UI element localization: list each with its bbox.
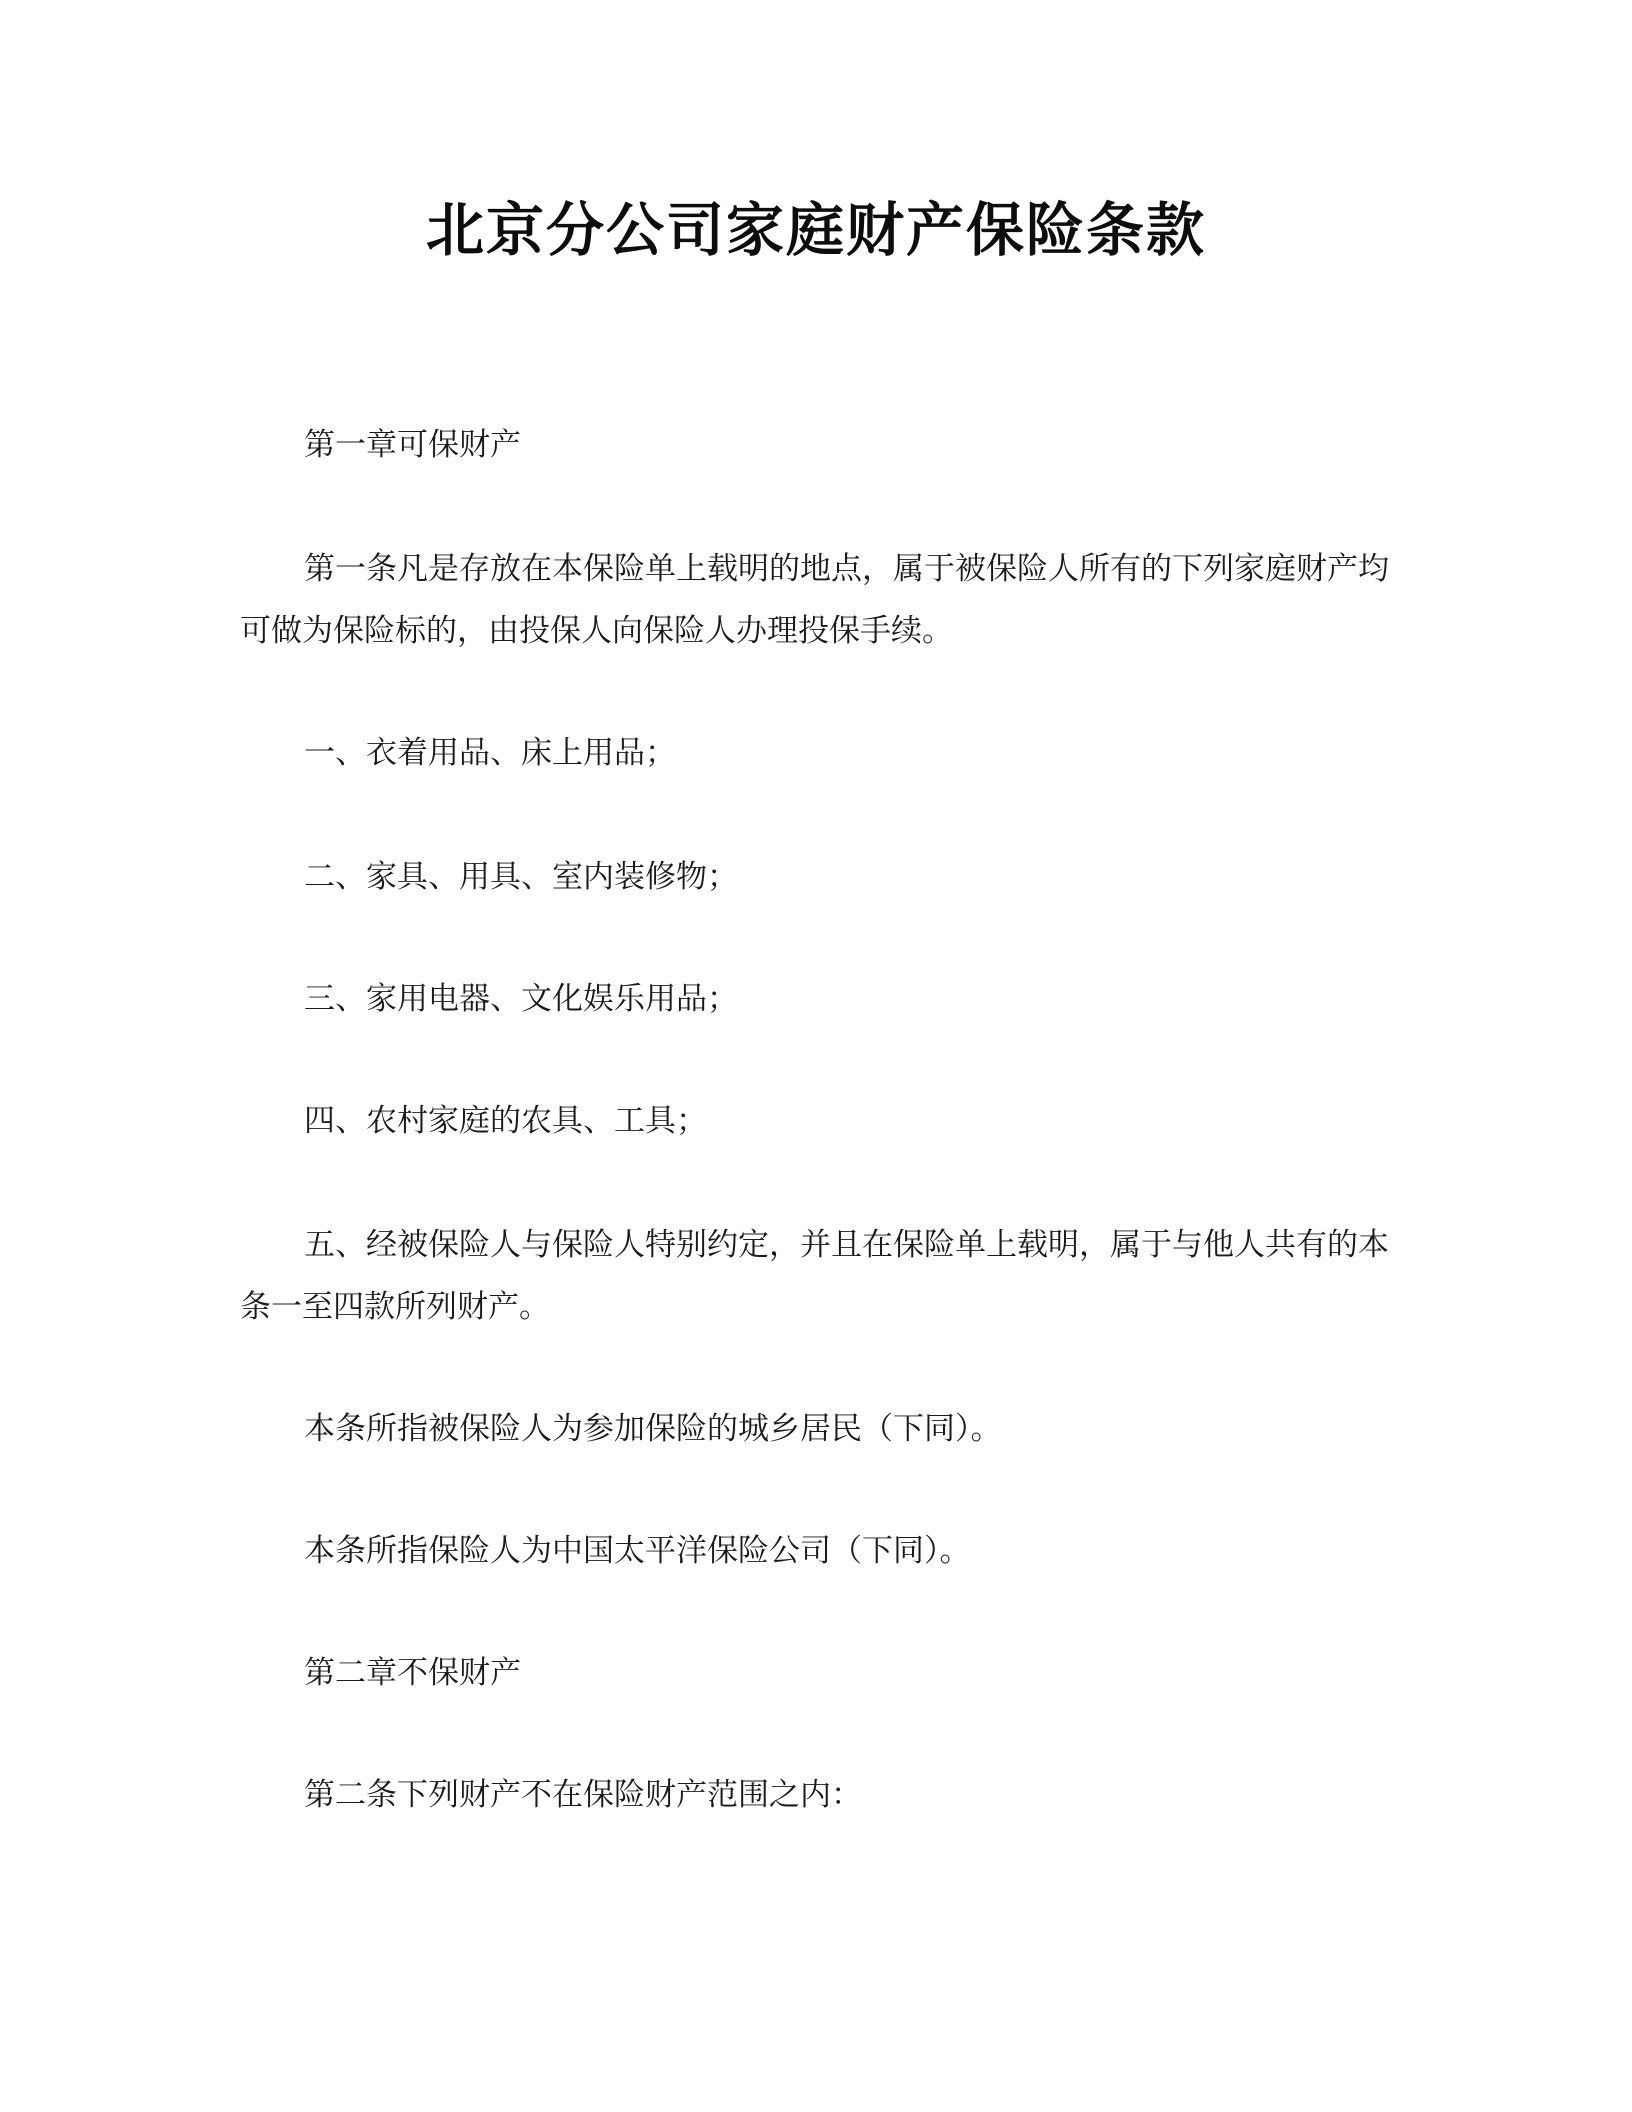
list-item: 五、经被保险人与保险人特别约定，并且在保险单上载明，属于与他人共有的本条一至四款所列财产。 bbox=[240, 1227, 1389, 1325]
list-item: 二、家具、用具、室内装修物； bbox=[304, 859, 738, 895]
list-item: 三、家用电器、文化娱乐用品； bbox=[304, 981, 738, 1017]
article-paragraph: 第二条下列财产不在保险财产范围之内： bbox=[304, 1777, 862, 1813]
list-item: 一、衣着用品、床上用品； bbox=[304, 735, 676, 771]
document-title: 北京分公司家庭财产保险条款 bbox=[425, 196, 1206, 264]
note-paragraph: 本条所指保险人为中国太平洋保险公司（下同）。 bbox=[304, 1533, 971, 1569]
article-paragraph: 第一条凡是存放在本保险单上载明的地点，属于被保险人所有的下列家庭财产均可做为保险标的，由投保人向保险人办理投保手续。 bbox=[240, 551, 1389, 649]
list-item: 四、农村家庭的农具、工具； bbox=[304, 1103, 707, 1139]
note-paragraph: 本条所指被保险人为参加保险的城乡居民（下同）。 bbox=[304, 1411, 1002, 1447]
chapter-heading: 第一章可保财产 bbox=[304, 427, 521, 463]
chapter-heading: 第二章不保财产 bbox=[304, 1655, 521, 1691]
